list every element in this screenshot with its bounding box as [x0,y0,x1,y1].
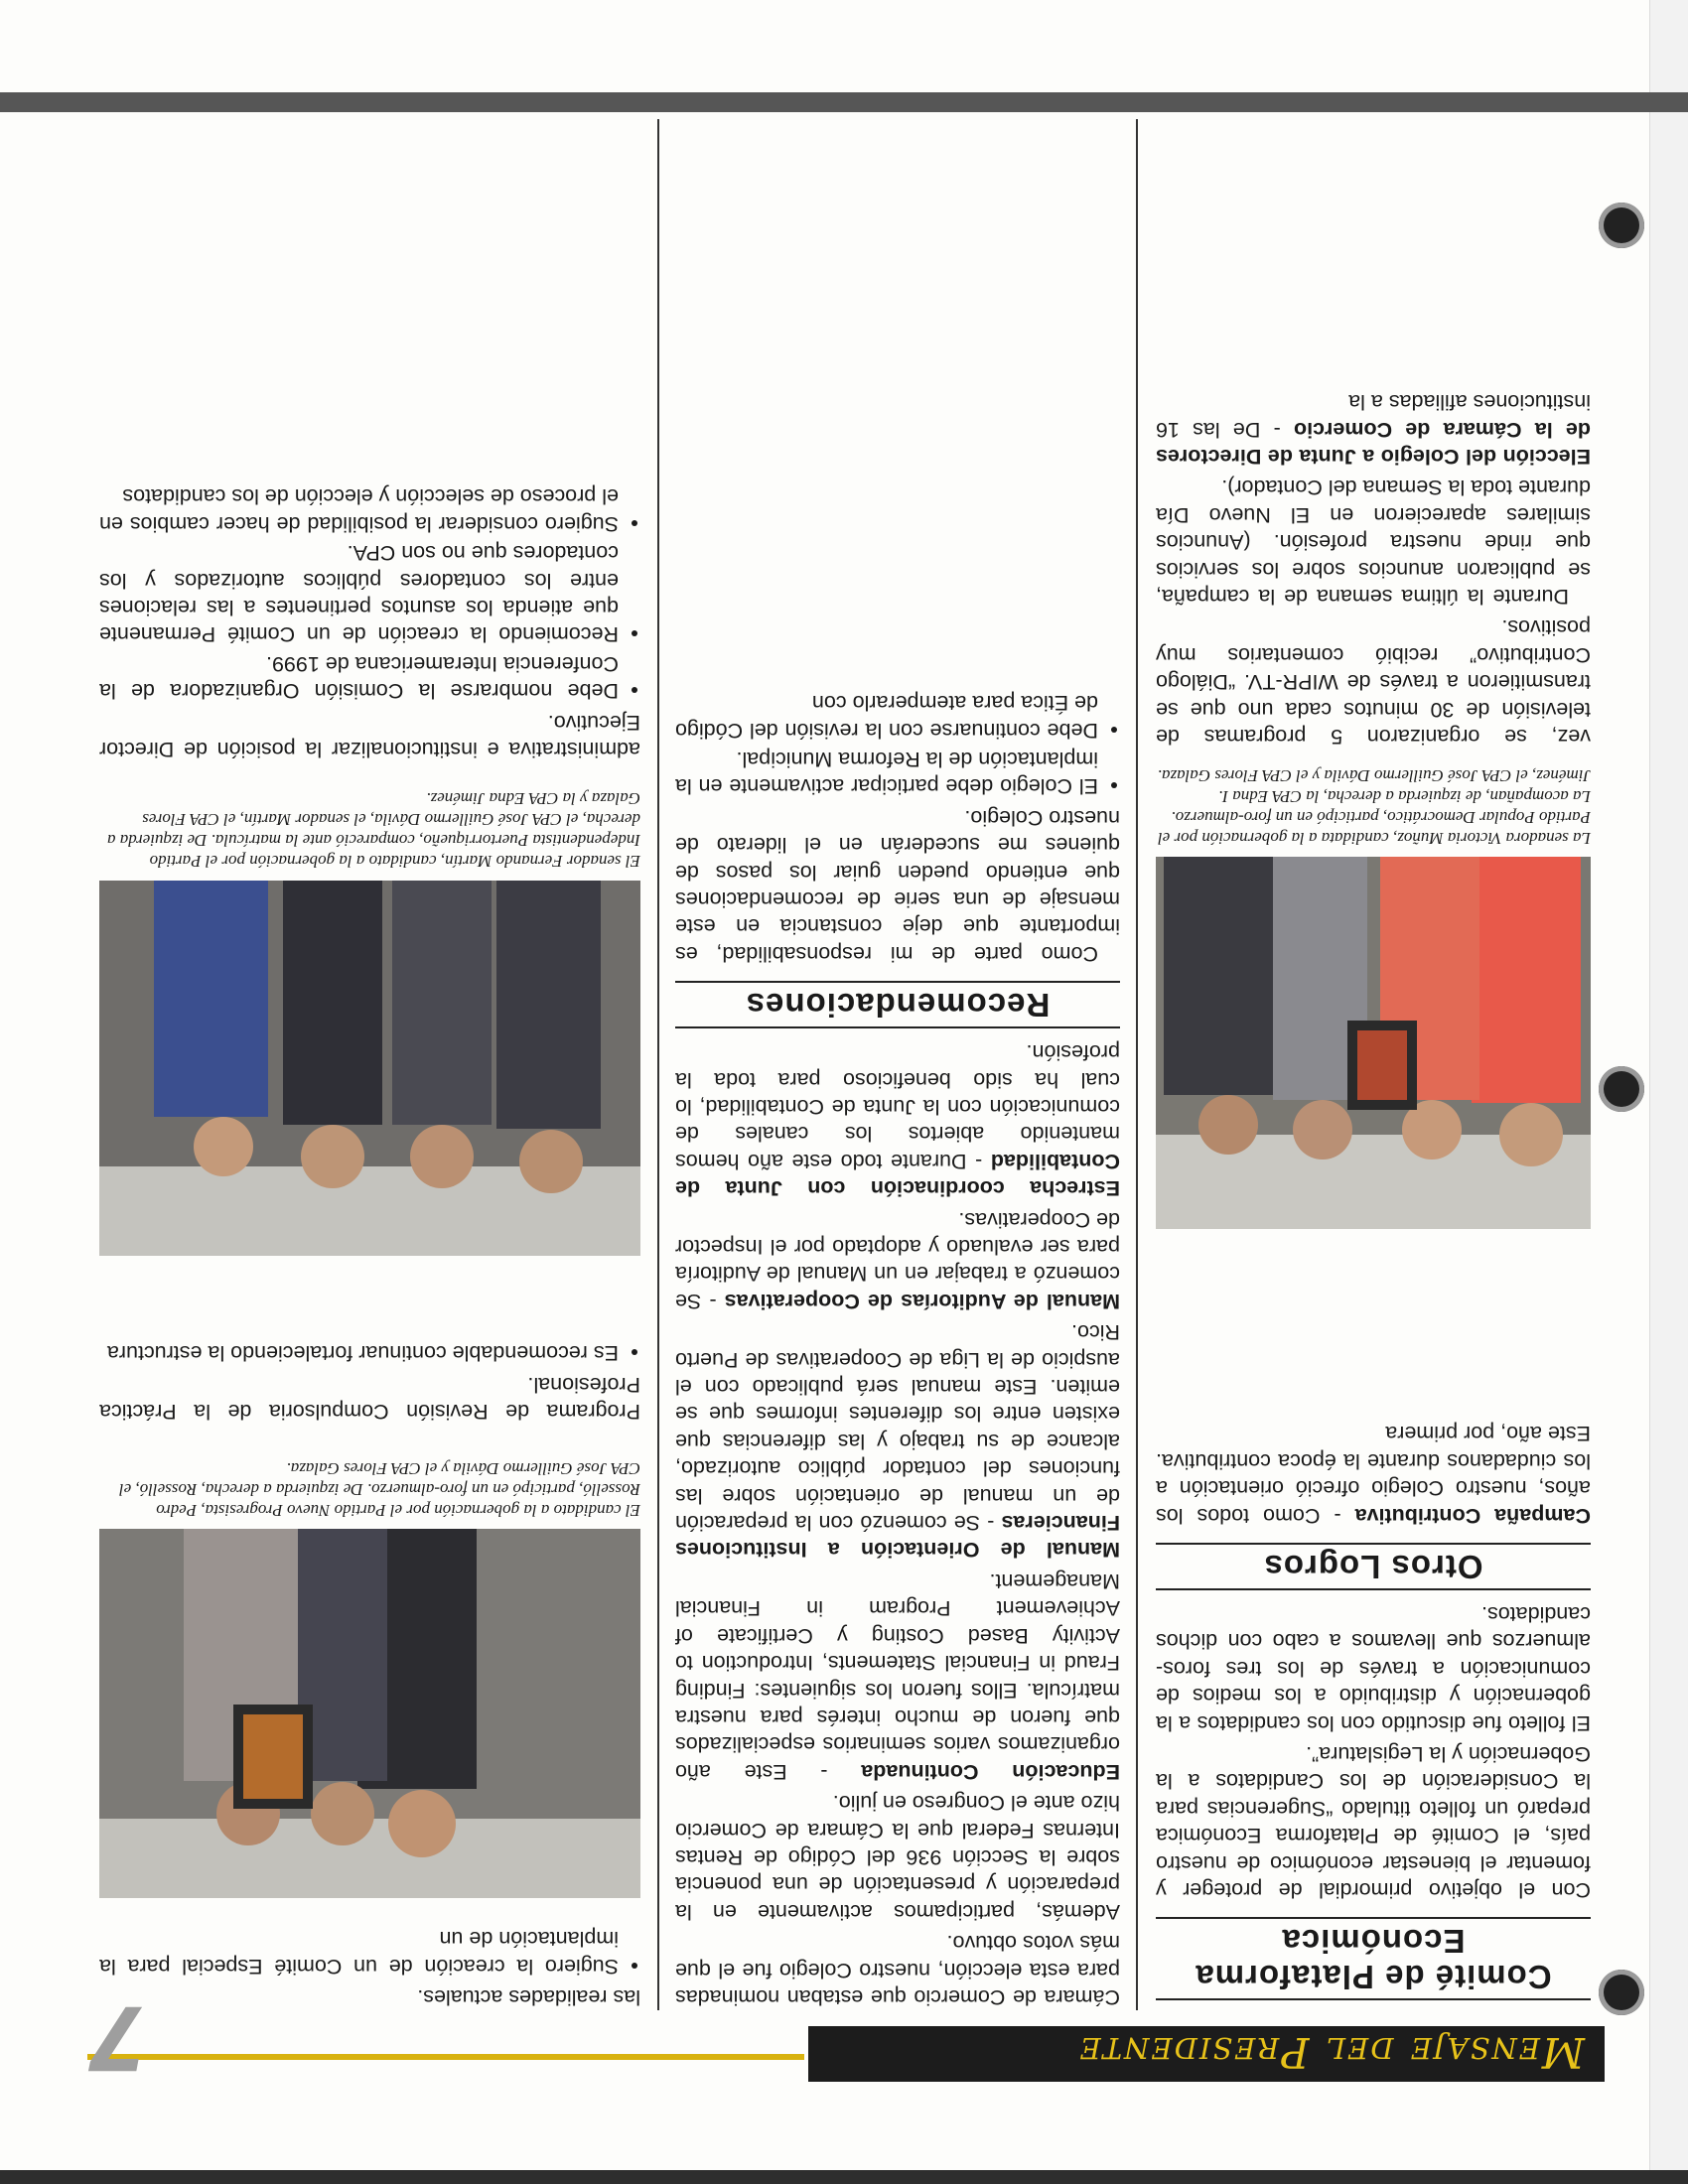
recommendations-list [675,689,1120,800]
subhead-coop: Manual de Auditorías de Cooperativas [724,1289,1120,1313]
column-divider [1136,119,1138,2010]
list-item: • Debe nombrarse la Comisión Organizadora de la Conferencia Interamericana de 1999. [99,649,619,704]
column-1 [1156,1416,1591,2010]
list-item: • Sugiero la creación de un Comité Especial para la implantación de un [99,1925,619,1979]
section-heading-recomendaciones: Recomendaciones [675,981,1120,1028]
subhead-junta: Estrecha coordinación con Junta de Contabilidad [675,1149,1120,1201]
list-item: • Es recomendable continuar fortaleciendo la estructura [99,1339,619,1366]
header-gold-rule [87,2054,804,2060]
paragraph: Programa de Revisión Compulsoria de la Práctica Profesional. [99,1372,640,1424]
binder-gutter [1649,0,1688,2184]
top-edge [0,2170,1688,2184]
list-top [99,1925,640,1979]
paragraph-election: Elección del Colegio a Junta de Directores de la Cámara de Comercio - De las 16 instituciones afiliadas a la [1156,390,1591,469]
list-item: • Sugiero considerar la posibilidad de hacer cambios en el proceso de selección y elección de los candidatos [99,482,619,537]
photo-rosello [99,1529,640,1898]
column-divider [657,119,659,2010]
list-item: • El Colegio debe participar activamente en la implantación de la Reforma Municipal. [675,746,1098,800]
paragraph-edu: Educación Continuada - Este año organizamos varios seminarios especializados que fueron de mucho interés para nuestra matrícula. Ellos fueron los siguientes: Finding Fraud in Financial Statements, Introduction to Activity Based Costing y Certificate of Achievement Program in Financial Management. [675,1569,1120,1784]
subhead-manual: Manual de Orientación a Instituciones Financieras [675,1511,1120,1563]
paragraph: El folleto fue discutido con los candidatos a la gobernación y distribuido a los medios de comunicación a través de los tres foros-almuerzos que llevamos a cabo con dichos candidatos. [1156,1601,1591,1735]
paragraph-manual: Manual de Orientación a Instituciones Financieras - Se comenzó con la preparación de un manual de orientación sobre las funciones del contador público autorizado, alcance de su trabajo y las diferencias que existen entre los diferentes informes que se emiten. Este manual será publicado con el auspicio de la Liga de Cooperativas de Puerto Rico. [675,1320,1120,1563]
photo-martin [99,881,640,1256]
photo-victoria-munoz [1156,857,1591,1229]
column-3 [99,1923,640,2010]
photo-placeholder-icon [99,881,640,1256]
column-3-middle [99,1337,640,1425]
photo-placeholder-icon [99,1529,640,1898]
paragraph-junta: Estrecha coordinación con Junta de Contabilidad - Durante todo este año hemos mantenido abiertos los canales de comunicación con la Junta de Contabilidad, lo cual ha sido beneficioso para toda la profesión. [675,1040,1120,1201]
binder-hole [1599,1970,1644,2015]
binder-hole [1599,1066,1644,1112]
photo-caption-rosello: El candidato a la gobernación por el Partido Nuevo Progresista, Pedro Rosselló, participó en un foro-almuerzo. De izquierda a derecha, Rosselló, el CPA José Guillermo Dávila y el CPA Flores Galaza. [118,1459,640,1520]
page-number: 7 [87,1986,149,2089]
subhead-edu: Educación Continuada [861,1759,1120,1784]
paragraph: Además, participamos activamente en la preparación y presentación de una ponencia sobre la Sección 936 del Código de Rentas Internas Federal que la Cámara de Comercio hizo ante el Congreso en julio. [675,1791,1120,1924]
column-2 [675,687,1120,2010]
column-3-lower [99,480,640,762]
photo-caption-martin: El senador Fernando Martín, candidato a la gobernación por el Partido Independentista Puertorriqueño, compareció ante la matrícula. De izquierda a derecha, el CPA José Guillermo Dávila, el senador Martín, el CPA Flores Galaza y la CPA Edna Jiménez. [107,789,640,871]
paragraph: Con el objetivo primordial de proteger y fomentar el bienestar económico de nuestro país, el Comité de Plataforma Económica preparó un folleto titulado “Sugerencias para la Consideración de los Candidatos a la Gobernación y la Legislatura”. [1156,1741,1591,1902]
page-header-title: Mensaje del Presidente [1077,2028,1585,2077]
paragraph: administrativa e institucionalizar la posición de Director Ejecutivo. [99,710,640,761]
column-1-lower [1156,384,1591,750]
bottom-rule-bar [0,92,1688,112]
list-mid [99,1339,640,1366]
subhead-campaign: Campaña Contributiva [1354,1503,1591,1528]
section-heading-plataforma: Comité de Plataforma Económica [1156,1917,1591,2000]
paragraph: Como parte de mi responsabilidad, es importante que deje constancia en este mensaje de una serie de recomendaciones que entiendo pueden guiar los pasos de quienes me sucederán en el liderato de nuestro Colegio. [675,805,1120,966]
paragraph: las realidades actuales. [417,1985,640,2009]
paragraph: Durante la última semana de la campaña, se publicaron anuncios sobre los servicios que rinde nuestra profesión. (Anuncios similares aparecieron en El Nuevo Día durante toda la Semana del Contador). [1156,476,1591,609]
list-item: • Debe continuarse con la revisión del Código de Ética para atemperarlo con [675,689,1098,744]
photo-caption-victoria: La senadora Victoria Muñoz, candidata a la gobernación por el Partido Popular Democrático, participó en un foro-almuerzo. La acompañan, de izquierda a derecha, la CPA Edna I. Jiménez, el CPA José Guillermo Dávila y el CPA Flores Galaza. [1157,766,1591,848]
paragraph-campaign: Campaña Contributiva - Como todos los años, nuestro Colegio ofreció orientación a los ciudadanos durante la época contributiva. Este año, por primera [1156,1422,1591,1528]
photo-placeholder-icon [1156,857,1591,1229]
section-heading-otros-logros: Otros Logros [1156,1543,1591,1590]
paragraph-coop: Manual de Auditorías de Cooperativas - Se comenzó a trabajar en un Manual de Auditoría para ser evaluado y adoptado por el Inspector de Cooperativas. [675,1207,1120,1313]
list-bottom [99,482,640,704]
paragraph: vez, se organizaron 5 programas de televisión de 30 minutos cada uno que se transmitieron a través de WIPR-TV. “Diálogo Contributivo” recibió comentarios muy positivos. [1156,615,1591,749]
list-item: • Recomiendo la creación de un Comité Permanente que atienda los asuntos pertinentes a las relaciones entre los contadores públicos autorizados y los contadores que no son CPA. [99,539,619,648]
paragraph: Cámara de Comercio que estaban nominadas para esta elección, nuestro Colegio fue el que más votos obtuvo. [675,1931,1120,2009]
subhead-election: Elección del Colegio a Junta de Directores de la Cámara de Comercio [1156,417,1591,469]
binder-hole [1599,203,1644,248]
